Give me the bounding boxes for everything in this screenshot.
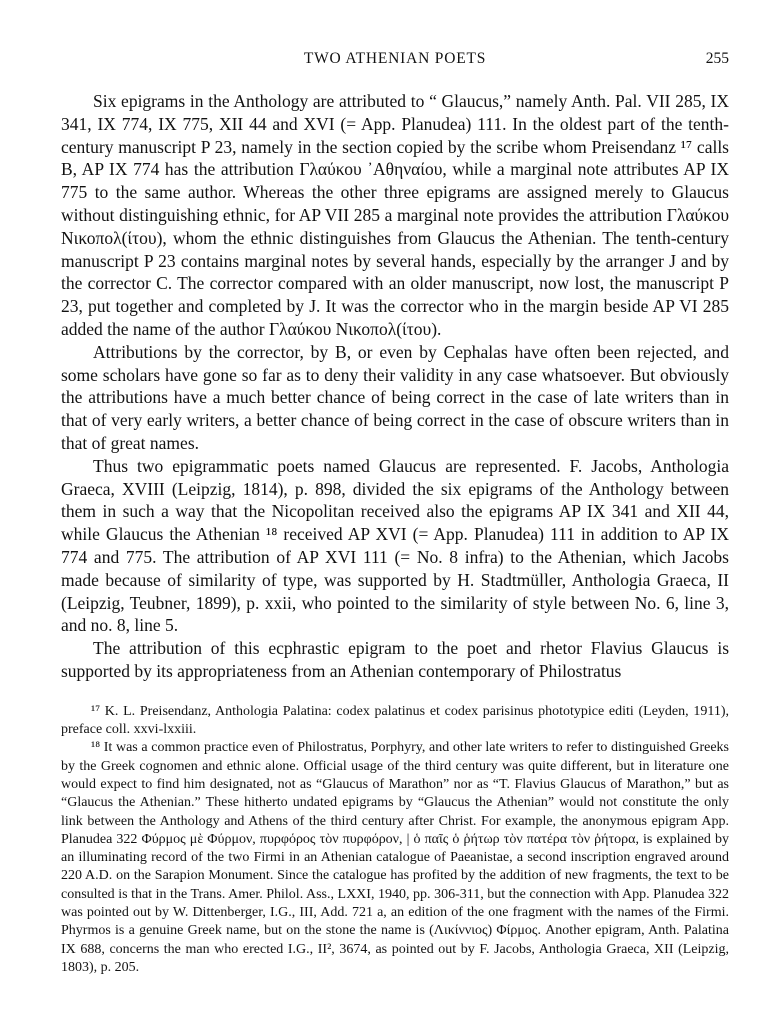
footnote-18: ¹⁸ It was a common practice even of Philostratus, Porphyry, and other late writers to refer to distinguished Greeks by the Greek cognomen and ethnic alone. Official usage of the third century was quite different, but in literature one would expect to find him designated, not as “Glaucus of Marathon” nor as “T. Flavius Glaucus of Marathon,” but as “Glaucus the Athenian.” These hitherto undated epigrams by “Glaucus the Athenian” would not constitute the only link between the Anthology and Athens of the third century after Christ. For example, the anonymous epigram App. Planudea 322 Φύρμος μὲ Φύρμον, πυρφόρος τὸν πυρφόρον, | ὁ παῖς ὁ ῥήτωρ τὸν πατέρα τὸν ῥήτορα, is explained by an illuminating record of the two Firmi in an Athenian catalogue of Paeanistae, a second inscription engraved around 220 A.D. on the Sarapion Monument. Since the catalogue has profited by the addition of new fragments, the text to be consulted is that in the Trans. Amer. Philol. Ass., LXXI, 1940, pp. 306-311, but the connection with App. Planudea 322 was pointed out by W. Dittenberger, I.G., III, Add. 721 a, an edition of the one fragment with the names of the Firmi. Phyrmos is a genuine Greek name, but on the stone the name is (Λικίννιος) Φίρμος. Another epigram, Anth. Palatina IX 688, concerns the man who erected I.G., II², 3674, as pointed out by F. Jacobs, Anthologia Graeca, XII (Leipzig, 1803), p. 205.	[61, 740, 729, 975]
main-text	[61, 90, 729, 683]
paragraph: The attribution of this ecphrastic epigram to the poet and rhetor Flavius Glaucus is supported by its appropriateness from an Athenian contemporary of Philostratus	[61, 638, 729, 681]
paragraph: Six epigrams in the Anthology are attributed to “ Glaucus,” namely Anth. Pal. VII 285, IX 341, IX 774, IX 775, XII 44 and XVI (= App. Planudea) 111. In the oldest part of the tenth-century manuscript P 23, namely in the section copied by the scribe whom Preisendanz ¹⁷ calls B, AP IX 774 has the attribution Γλαύκου ᾿Αθηναίου, while a marginal note attributes AP IX 775 to the same author. Whereas the other three epigrams are assigned merely to Glaucus without distinguishing ethnic, for AP VII 285 a marginal note provides the attribution Γλαύκου Νικοπολ(ίτου), whom the ethnic distinguishes from Glaucus the Athenian. The tenth-century manuscript P 23 contains marginal notes by several hands, especially by the arranger J and by the corrector C. The corrector compared with an older manuscript, now lost, the manuscript P 23, put together and completed by J. It was the corrector who in the margin beside AP VI 285 added the name of the author Γλαύκου Νικοπολ(ίτου).	[61, 91, 729, 339]
running-head	[61, 50, 729, 76]
footnote-17: ¹⁷ K. L. Preisendanz, Anthologia Palatina: codex palatinus et codex parisinus phototypice editi (Leyden, 1911), preface coll. xxvi-lxxiii.	[61, 703, 729, 738]
running-title: TWO ATHENIAN POETS	[303, 50, 487, 67]
page-number: 255	[705, 50, 729, 67]
paragraph: Thus two epigrammatic poets named Glaucus are represented. F. Jacobs, Anthologia Graeca, XVIII (Leipzig, 1814), p. 898, divided the six epigrams of the Anthology between them in such a way that the Nicopolitan received also the epigrams AP IX 341 and XII 44, while Glaucus the Athenian ¹⁸ received AP XVI (= App. Planudea) 111 in addition to AP IX 774 and 775. The attribution of AP XVI 111 (= No. 8 infra) to the Athenian, which Jacobs made because of similarity of type, was supported by H. Stadtmüller, Anthologia Graeca, II (Leipzig, Teubner, 1899), p. xxii, who pointed to the similarity of style between No. 6, line 3, and no. 8, line 5.	[61, 455, 729, 636]
paragraph: Attributions by the corrector, by B, or even by Cephalas have often been rejected, and some scholars have gone so far as to deny their validity in any case whatsoever. But obviously the attributions have a much better chance of being correct in the case of late writers than in that of very early writers, a better chance of being correct in the case of obscure writers than in that of great names.	[61, 341, 729, 453]
footnotes	[61, 703, 729, 977]
